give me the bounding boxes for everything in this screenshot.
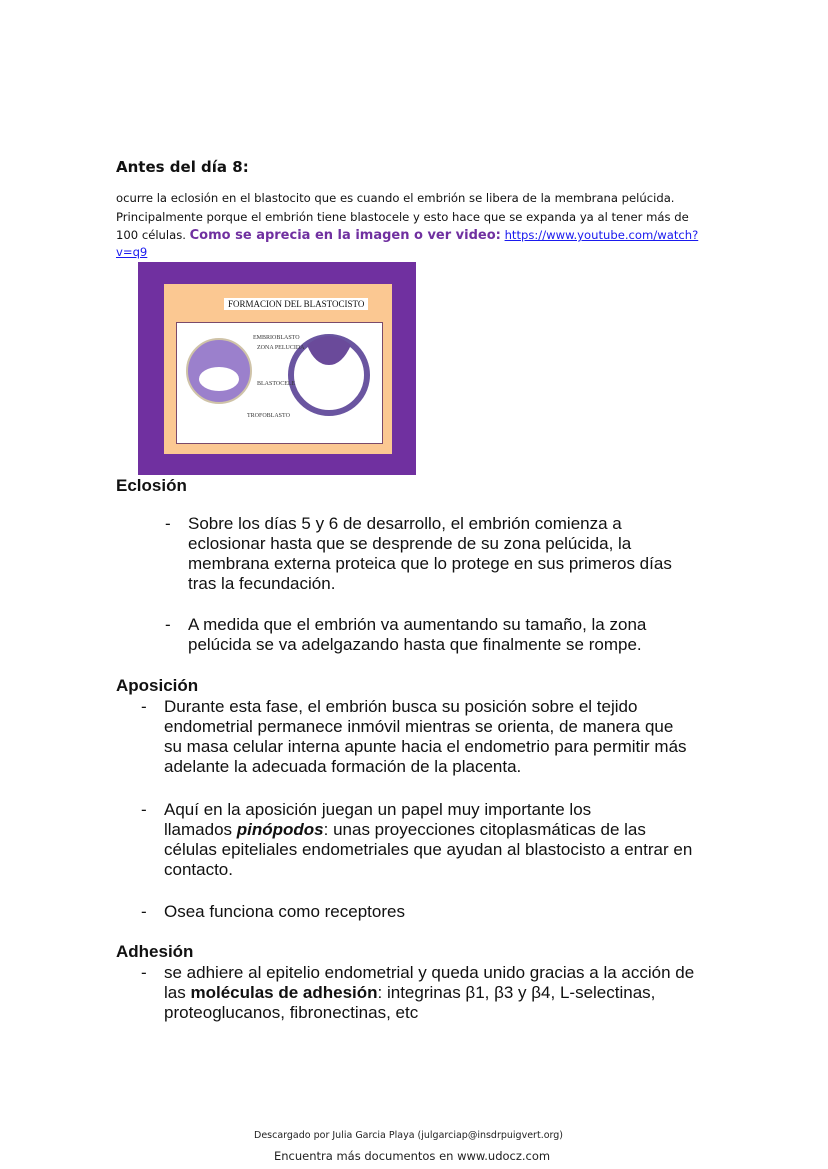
section-heading: Antes del día 8: [116,158,249,176]
list-item: Osea funciona como receptores [164,902,405,921]
line: A medida que el embrión va aumentando su tamaño, la zona [188,615,647,634]
footer-more-docs[interactable]: Encuentra más documentos en www.udocz.com [274,1149,551,1163]
figure-mat [164,284,392,454]
list-item [164,800,692,880]
line: endometrial permanece inmóvil mientras se orienta, de manera que [164,717,674,736]
figure-diagram [176,322,383,444]
text: : unas proyecciones citoplasmáticas de las [323,820,646,839]
text: : integrinas β1, β3 y β4, L-selectinas, [377,983,656,1002]
line [164,820,692,840]
label-trofoblasto: TROFOBLASTO [247,413,290,419]
list-item [188,514,672,594]
paragraph-line: ocurre la eclosión en el blastocito que es cuando el embrión se libera de la membrana pelúcida. [116,191,675,205]
line: se adhiere al epitelio endometrial y queda unido gracias a la acción de [164,963,695,982]
bullet-dash: - [141,963,147,982]
label-zona-pelucida: ZONA PELUCIDA [257,345,305,351]
list-item [188,615,646,655]
heading-adhesion: Adhesión [116,942,194,961]
bullet-dash: - [141,902,147,921]
video-link[interactable]: https://www.youtube.com/watch? [504,228,699,242]
highlight-text: Como se aprecia en la imagen o ver video: [189,228,501,243]
bullet-dash: - [141,800,147,819]
bullet-dash: - [165,514,171,533]
line: Sobre los días 5 y 6 de desarrollo, el embrión comienza a [188,514,622,533]
heading-eclosion: Eclosión [116,476,187,495]
line: Durante esta fase, el embrión busca su posición sobre el tejido [164,697,638,716]
line: eclosionar hasta que se desprende de su zona pelúcida, la [188,534,632,553]
label-embrioblasto: EMBRIOBLASTO [253,335,300,341]
emphasis-term: pinópodos [236,820,324,839]
line: su masa celular interna apunte hacia el endometrio para permitir más [164,737,687,756]
line: adelante la adecuada formación de la placenta. [164,757,522,776]
line: proteoglucanos, fibronectinas, etc [164,1003,419,1022]
line: células epiteliales endometriales que ayudan al blastocisto a entrar en [164,840,693,859]
list-item [164,963,694,1023]
label-blastocele: BLASTOCELE [257,381,296,387]
line: pelúcida se va adelgazando hasta que finalmente se rompe. [188,635,642,654]
line [164,983,694,1003]
bullet-dash: - [165,615,171,634]
paragraph-text: 100 células. [116,228,186,242]
text: las [164,983,191,1002]
bullet-dash: - [141,697,147,716]
footer-downloaded: Descargado por Julia Garcia Playa (julgarciap@insdrpuigvert.org) [254,1130,563,1141]
paragraph-line [116,228,698,243]
figure-title: FORMACION DEL BLASTOCISTO [224,298,368,310]
heading-aposicion: Aposición [116,676,199,695]
line: contacto. [164,860,233,879]
list-item [164,697,687,777]
line: tras la fecundación. [188,574,336,593]
blastocyst-figure [138,262,416,475]
text: llamados [164,820,237,839]
line: Aquí en la aposición juegan un papel muy importante los [164,800,592,819]
line: membrana externa proteica que lo protege en sus primeros días [188,554,672,573]
paragraph-line: Principalmente porque el embrión tiene blastocele y esto hace que se expanda ya al tener más de [116,210,689,224]
bold-term: moléculas de adhesión [190,983,378,1002]
video-link-continued[interactable]: v=q9 [116,245,148,259]
